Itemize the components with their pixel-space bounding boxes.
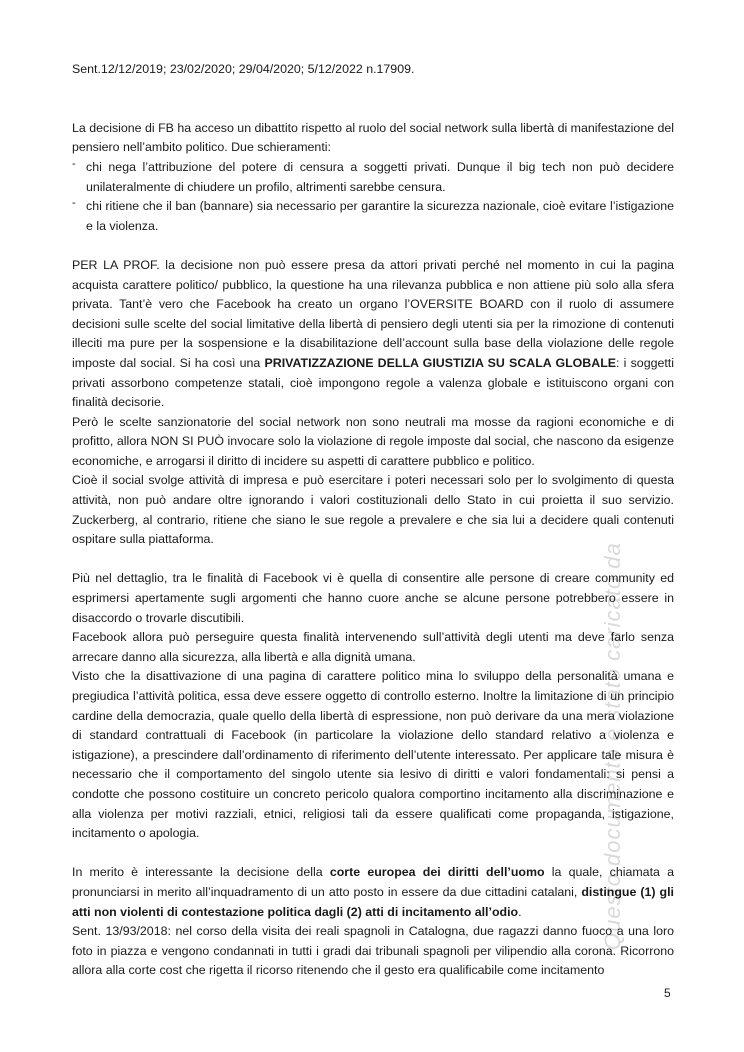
page-number: 5 bbox=[664, 986, 671, 1000]
positions-list bbox=[72, 158, 674, 236]
paragraph-ecthr: In merito è interessante la decisione della corte europea dei diritti dell’uomo la quale, chiamata a pronunciarsi in merito all’inquadramento di un atto posto in essere da due cittadini catalani, distingue (1) gli atti non violenti di contestazione politica dagli (2) atti di incitamento all’odio. bbox=[72, 865, 675, 919]
paragraph-enterprise: Cioè il social svolge attività di impresa e può esercitare i poteri necessari solo per lo svolgimento di questa attività, non può andare oltre ignorando i valori costituzionali dello Stato in cui proietta il suo servizio. Zuckerberg, al contrario, ritiene che siano le sue regole a prevalere e che sia lui a decidere quali contenuti ospitare sulla piattaforma. bbox=[72, 473, 674, 547]
sentences-header: Sent.12/12/2019; 23/02/2020; 29/04/2020; 5/12/2022 n.17909. bbox=[72, 62, 415, 76]
paragraph-facebook-limits: Facebook allora può perseguire questa finalità intervenendo sull’attività degli utenti ma deve farlo senza arrecare danno alla sicurezza, alla libertà e alla dignità umana. bbox=[72, 630, 674, 664]
paragraph-prof: PER LA PROF. la decisione non può essere presa da attori privati perché nel momento in cui la pagina acquista carattere politico/ pubblico, la questione ha una rilevanza pubblica e non attiene più solo alla sfera privata. Tant’è vero che Facebook ha creato un organo l’OVERSITE BOARD con il ruolo di assumere decisioni sulle scelte del social limitative della libertà di pensiero degli utenti sia per la rimozione di contenuti illeciti ma pure per la sospensione e la disabilitazione dell’account sulla base della violazione delle regole imposte dal social. Si ha così una PRIVATIZZAZIONE DELLA GIUSTIZIA SU SCALA GLOBALE: i soggetti privati assorbono competenze statali, cioè impongono regole a valenza globale e istituiscono organi con finalità decisorie. bbox=[72, 257, 675, 410]
paragraph-sentence-2018: Sent. 13/93/2018: nel corso della visita dei reali spagnoli in Catalogna, due ragazzi danno fuoco a una loro foto in piazza e vengono condannati in tutti i gradi dai tribunali spagnoli per vilipendio alla corona. Ricorrono allora alla corte cost che rigetta il ricorso ritenendo che il gesto era qualificabile come incitamento bbox=[72, 924, 674, 978]
paragraph-facebook-aims: Più nel dettaglio, tra le finalità di Facebook vi è quella di consentire alle persone di creare community ed esprimersi apertamente sugli argomenti che hanno cuore anche se alcune persone potrebbero essere in disaccordo o trovarle discutibili. bbox=[72, 571, 674, 625]
bold-court: corte europea dei diritti dell’uomo bbox=[329, 865, 545, 880]
bold-distinction: distingue (1) gli atti non violenti di contestazione politica dagli (2) atti di incitamento all’odio bbox=[72, 884, 674, 919]
paragraph-sanctions: Però le scelte sanzionatorie del social network non sono neutrali ma mosse da ragioni economiche e di profitto, allora NON SI PUÒ invocare solo la violazione di regole imposte dal social, che nascono da esigenze economiche, e arrogarsi il diritto di incidere su aspetti di carattere pubblico e politico. bbox=[72, 414, 674, 468]
list-item: - chi nega l’attribuzione del potere di censura a soggetti privati. Dunque il big tech non può decidere unilateralmente di chiudere un profilo, altrimenti sarebbe censura. bbox=[72, 158, 674, 197]
watermark: Questo documento è stato caricato da bbox=[600, 542, 625, 950]
document-page bbox=[72, 60, 674, 981]
bold-privatizzazione: PRIVATIZZAZIONE DELLA GIUSTIZIA SU SCALA GLOBALE bbox=[264, 355, 617, 370]
list-item: - chi ritiene che il ban (bannare) sia necessario per garantire la sicurezza nazionale, cioè evitare l’istigazione e la violenza. bbox=[72, 197, 674, 236]
paragraph-debate: La decisione di FB ha acceso un dibattito rispetto al ruolo del social network sulla libertà di manifestazione del pensiero nell’ambito politico. Due schieramenti: bbox=[72, 120, 674, 155]
paragraph-deactivation: Visto che la disattivazione di una pagina di carattere politico mina lo sviluppo della personalità umana e pregiudica l’attività politica, essa deve essere oggetto di controllo esterno. Inoltre la limitazione di un principio cardine della democrazia, quale quello della libertà di espressione, non può derivare da una mera violazione di standard contrattuali di Facebook (in particolare la violazione dello standard relativo a violenza e istigazione), a prescindere dall’ordinamento di riferimento dell’utente interessato. Per applicare tale misura è necessario che il comportamento del singolo utente sia lesivo di diritti e valori fondamentali: si pensi a condotte che possono costituire un concreto pericolo qualora comportino incitamento alla discriminazione e alla violenza per motivi razziali, etnici, religiosi tali da essere qualificati come propaganda, istigazione, incitamento o apologia. bbox=[72, 669, 674, 841]
